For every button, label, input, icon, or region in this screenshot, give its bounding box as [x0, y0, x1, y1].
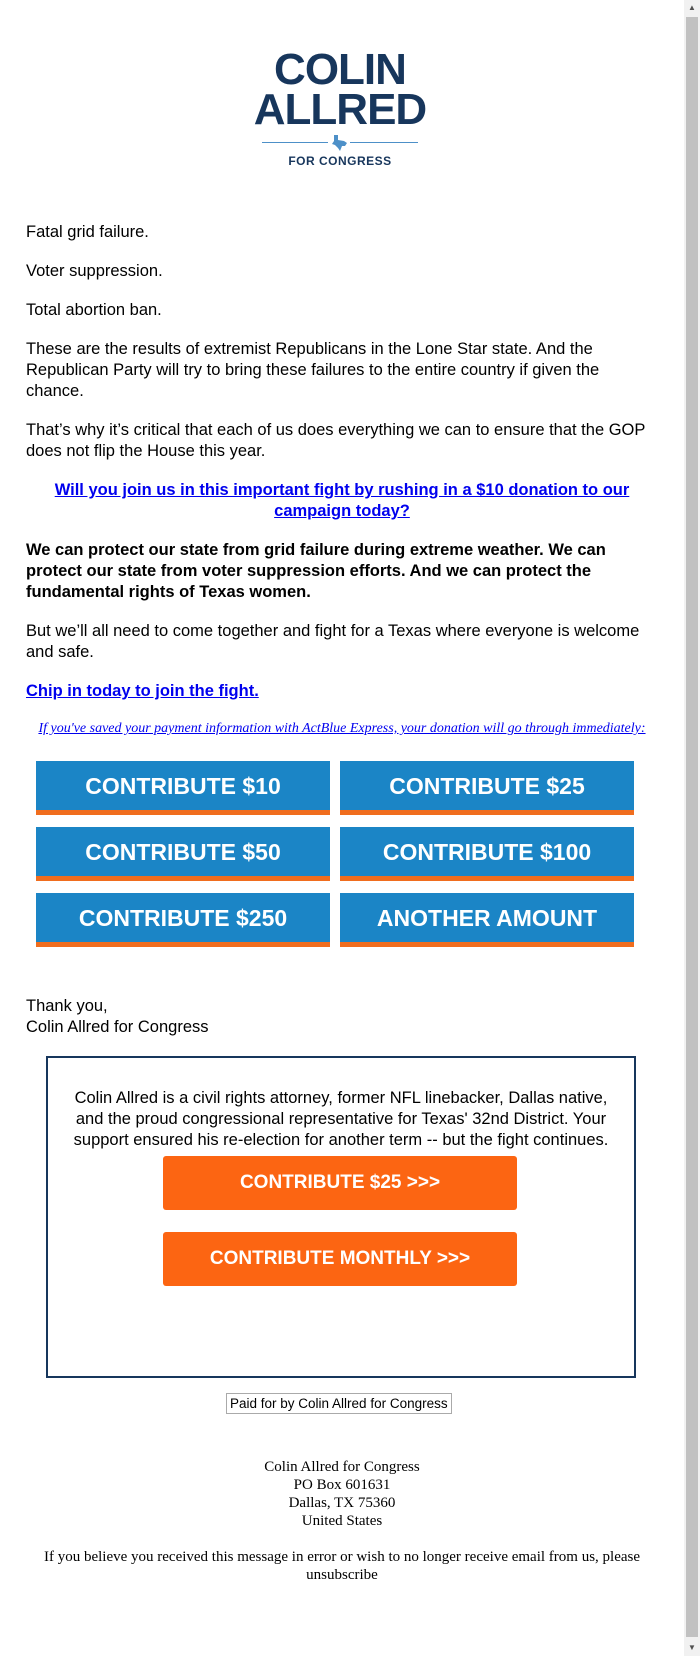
contribute-250-button[interactable]: CONTRIBUTE $250 [36, 893, 330, 947]
signoff [26, 996, 209, 1038]
texas-star-icon [328, 134, 350, 152]
contribute-25-button[interactable]: CONTRIBUTE $25 [340, 761, 634, 815]
bio-box [46, 1056, 636, 1378]
paragraph-voter-suppression: Voter suppression. [26, 262, 163, 280]
footer [26, 1458, 658, 1584]
bio-text: Colin Allred is a civil rights attorney, former NFL linebacker, Dallas native, and the proud congressional representative for Texas' 32nd District. Your support ensured his re-election for another term -- but the fight continues. [73, 1089, 609, 1149]
paragraph-protect-state: We can protect our state from grid failure during extreme weather. We can protect our state from voter suppression efforts. And we can protect the fundamental rights of Texas women. [26, 541, 606, 601]
contribute-10-button[interactable]: CONTRIBUTE $10 [36, 761, 330, 815]
actblue-express-note[interactable]: If you've saved your payment information with ActBlue Express, your donation will go through immediately: [38, 721, 646, 736]
paid-for-disclaimer: Paid for by Colin Allred for Congress [226, 1393, 452, 1414]
logo-line-allred: ALLRED [253, 85, 427, 134]
paragraph-abortion-ban: Total abortion ban. [26, 301, 162, 319]
scroll-down-arrow-icon[interactable]: ▼ [688, 1643, 696, 1652]
contribute-50-button[interactable]: CONTRIBUTE $50 [36, 827, 330, 881]
signoff-name: Colin Allred for Congress [26, 1018, 209, 1036]
footer-country: United States [301, 1513, 383, 1529]
scroll-up-arrow-icon[interactable]: ▲ [688, 3, 696, 12]
logo-line-colin: COLIN [274, 45, 406, 94]
email-body [26, 222, 658, 947]
logo-tagline: FOR CONGRESS [288, 154, 392, 168]
scrollbar-thumb[interactable] [686, 17, 698, 1637]
vertical-scrollbar[interactable] [684, 0, 700, 1656]
unsubscribe-text[interactable]: If you believe you received this message in error or wish to no longer receive email from us, please unsubscribe [43, 1549, 641, 1583]
footer-org: Colin Allred for Congress [264, 1459, 420, 1475]
donation-button-grid [36, 761, 658, 947]
donate-10-link[interactable]: Will you join us in this important fight by rushing in a $10 donation to our campaign today? [54, 481, 630, 520]
campaign-logo [246, 45, 434, 168]
contribute-100-button[interactable]: CONTRIBUTE $100 [340, 827, 634, 881]
paragraph-extremist-republicans: These are the results of extremist Republicans in the Lone Star state. And the Republican Party will try to bring these failures to the entire country if given the chance. [26, 340, 600, 400]
paragraph-grid-failure: Fatal grid failure. [26, 223, 149, 241]
chip-in-link[interactable]: Chip in today to join the fight. [26, 682, 259, 700]
signoff-thanks: Thank you, [26, 997, 108, 1015]
paragraph-come-together: But we’ll all need to come together and fight for a Texas where everyone is welcome and safe. [26, 622, 640, 661]
footer-city: Dallas, TX 75360 [288, 1495, 396, 1511]
contribute-monthly-button[interactable]: CONTRIBUTE MONTHLY >>> [163, 1232, 517, 1286]
contribute-25-cta-button[interactable]: CONTRIBUTE $25 >>> [163, 1156, 517, 1210]
paragraph-flip-house: That’s why it’s critical that each of us does everything we can to ensure that the GOP does not flip the House this year. [26, 421, 646, 460]
another-amount-button[interactable]: ANOTHER AMOUNT [340, 893, 634, 947]
footer-pobox: PO Box 601631 [293, 1477, 391, 1493]
logo-divider [262, 134, 418, 152]
